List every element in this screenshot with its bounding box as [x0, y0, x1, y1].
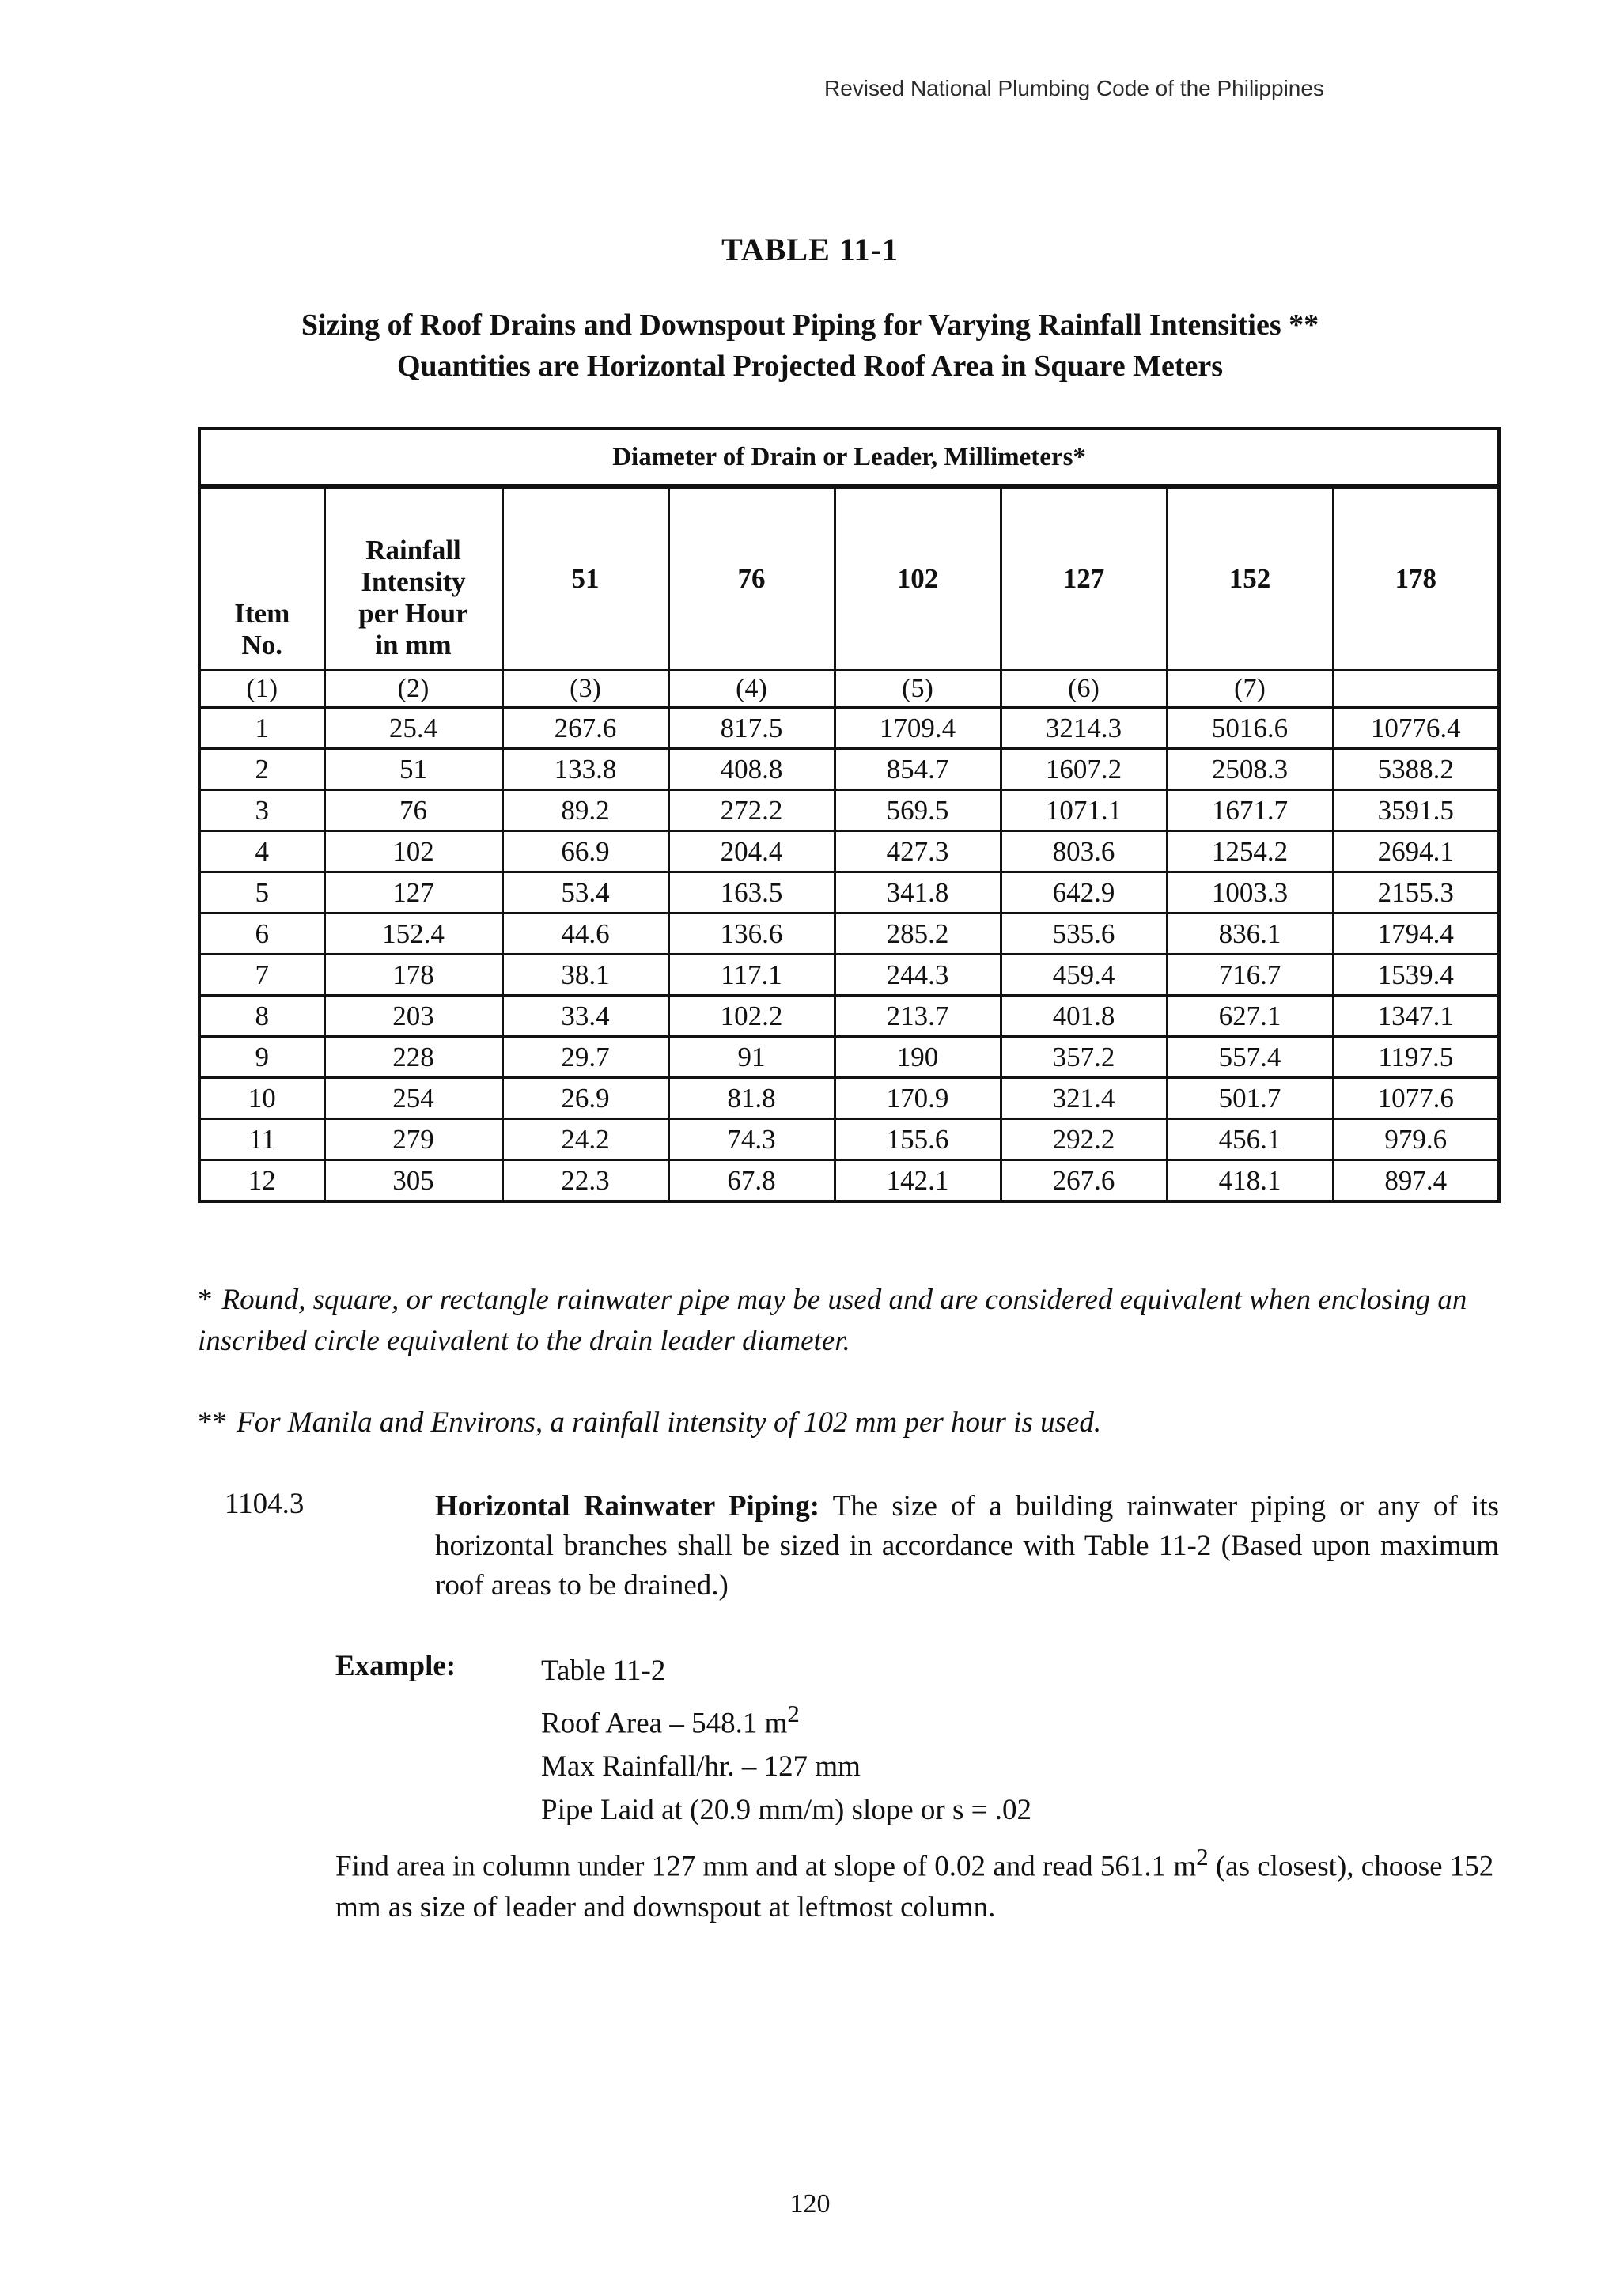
column-number: (7): [1167, 671, 1333, 708]
example-label: Example:: [335, 1650, 456, 1682]
example-line-slope: Pipe Laid at (20.9 mm/m) slope or s = .02: [541, 1794, 1031, 1827]
roof-area-cell: 401.8: [1001, 996, 1167, 1037]
roof-area-cell: 44.6: [502, 913, 668, 955]
roof-area-cell: 2155.3: [1333, 872, 1499, 913]
roof-area-cell: 117.1: [668, 955, 835, 996]
table-title: TABLE 11-1: [721, 232, 899, 267]
span-header-row: [199, 429, 1499, 486]
table-row: [199, 913, 1499, 955]
roof-area-cell: 1709.4: [835, 708, 1001, 749]
table-row: [199, 749, 1499, 790]
rainfall-intensity-cell: 305: [324, 1160, 502, 1202]
diameter-header: 178: [1333, 486, 1499, 671]
roof-area-cell: 267.6: [502, 708, 668, 749]
roof-area-cell: 456.1: [1167, 1119, 1333, 1160]
roof-area-cell: 836.1: [1167, 913, 1333, 955]
roof-area-cell: 89.2: [502, 790, 668, 831]
column-number: (4): [668, 671, 835, 708]
table-subtitle: [0, 304, 1620, 387]
diameter-header: 76: [668, 486, 835, 671]
table-subtitle-line-2: Quantities are Horizontal Projected Roof Area in Square Meters: [396, 350, 1224, 383]
table-row: [199, 1160, 1499, 1202]
roof-area-cell: 408.8: [668, 749, 835, 790]
roof-area-cell: 67.8: [668, 1160, 835, 1202]
roof-area-cell: 5016.6: [1167, 708, 1333, 749]
roof-area-cell: 38.1: [502, 955, 668, 996]
roof-area-cell: 459.4: [1001, 955, 1167, 996]
rainfall-intensity-cell: 279: [324, 1119, 502, 1160]
rainfall-intensity-cell: 102: [324, 831, 502, 872]
example-line-roof-area: Roof Area – 548.1 $m^2$: [541, 1700, 800, 1740]
roof-area-cell: 1197.5: [1333, 1037, 1499, 1078]
roof-area-cell: 190: [835, 1037, 1001, 1078]
roof-area-cell: 81.8: [668, 1078, 835, 1119]
item-number-cell: 5: [199, 872, 324, 913]
roof-area-cell: 1539.4: [1333, 955, 1499, 996]
roof-area-cell: 102.2: [668, 996, 835, 1037]
example-lines: [541, 1649, 1031, 1832]
roof-area-cell: 418.1: [1167, 1160, 1333, 1202]
roof-area-cell: 1347.1: [1333, 996, 1499, 1037]
rainfall-intensity-header: Rainfall Intensity per Hour in mm: [324, 486, 502, 671]
roof-area-cell: 292.2: [1001, 1119, 1167, 1160]
roof-area-cell: 5388.2: [1333, 749, 1499, 790]
roof-area-cell: 22.3: [502, 1160, 668, 1202]
footnote-2-text: For Manila and Environs, a rainfall intensity of 102 mm per hour is used.: [237, 1406, 1102, 1439]
diameter-header: 152: [1167, 486, 1333, 671]
roof-area-cell: 53.4: [502, 872, 668, 913]
item-number-cell: 9: [199, 1037, 324, 1078]
roof-area-cell: 170.9: [835, 1078, 1001, 1119]
roof-area-cell: 1671.7: [1167, 790, 1333, 831]
roof-area-cell: 2508.3: [1167, 749, 1333, 790]
roof-area-cell: 29.7: [502, 1037, 668, 1078]
roof-area-cell: 427.3: [835, 831, 1001, 872]
column-header-row: [199, 486, 1499, 671]
item-number-cell: 11: [199, 1119, 324, 1160]
rainfall-intensity-cell: 51: [324, 749, 502, 790]
roof-area-cell: 285.2: [835, 913, 1001, 955]
roof-area-cell: 357.2: [1001, 1037, 1167, 1078]
footnote-1: [198, 1280, 1511, 1362]
roof-area-cell: 204.4: [668, 831, 835, 872]
roof-area-cell: 74.3: [668, 1119, 835, 1160]
roof-area-cell: 3591.5: [1333, 790, 1499, 831]
section-body-text: The size of a building rainwater piping or any of its horizontal branches shall be sized in accordance with Table 11-2 (Based upon maximum roof areas to be drained.): [435, 1490, 1499, 1602]
column-number: (1): [199, 671, 324, 708]
rainfall-intensity-cell: 127: [324, 872, 502, 913]
page-number: 120: [789, 2189, 831, 2218]
roof-area-cell: 26.9: [502, 1078, 668, 1119]
roof-area-cell: 1607.2: [1001, 749, 1167, 790]
roof-area-cell: 244.3: [835, 955, 1001, 996]
section-number: 1104.3: [225, 1488, 305, 1520]
table-row: [199, 955, 1499, 996]
column-number: (6): [1001, 671, 1167, 708]
roof-area-cell: 133.8: [502, 749, 668, 790]
column-number: (3): [502, 671, 668, 708]
item-number-cell: 1: [199, 708, 324, 749]
table-row: [199, 1078, 1499, 1119]
footnote-1-text: Round, square, or rectangle rainwater pipe may be used and are considered equivalent when enclosing an inscribed circle equivalent to the drain leader diameter.: [198, 1284, 1467, 1357]
roof-area-cell: 642.9: [1001, 872, 1167, 913]
rainfall-intensity-cell: 178: [324, 955, 502, 996]
roof-area-cell: 163.5: [668, 872, 835, 913]
roof-area-cell: 272.2: [668, 790, 835, 831]
item-number-cell: 3: [199, 790, 324, 831]
roof-area-cell: 91: [668, 1037, 835, 1078]
roof-area-cell: 33.4: [502, 996, 668, 1037]
diameter-header: 51: [502, 486, 668, 671]
rainfall-intensity-cell: 228: [324, 1037, 502, 1078]
footnote-2: [198, 1402, 1511, 1443]
diameter-header: 127: [1001, 486, 1167, 671]
roof-area-cell: 267.6: [1001, 1160, 1167, 1202]
footnote-2-mark: **: [198, 1406, 227, 1439]
roof-area-cell: 557.4: [1167, 1037, 1333, 1078]
table-row: [199, 996, 1499, 1037]
example-line-rainfall: Max Rainfall/hr. – 127 mm: [541, 1750, 861, 1783]
item-number-cell: 6: [199, 913, 324, 955]
item-number-cell: 10: [199, 1078, 324, 1119]
item-number-cell: 8: [199, 996, 324, 1037]
column-number: (5): [835, 671, 1001, 708]
roof-area-cell: 24.2: [502, 1119, 668, 1160]
table-subtitle-line-1: Sizing of Roof Drains and Downspout Piping for Varying Rainfall Intensities **: [301, 308, 1319, 342]
roof-area-cell: 501.7: [1167, 1078, 1333, 1119]
table-row: [199, 1037, 1499, 1078]
item-no-header: Item No.: [199, 486, 324, 671]
item-number-cell: 2: [199, 749, 324, 790]
roof-area-cell: 136.6: [668, 913, 835, 955]
item-number-cell: 7: [199, 955, 324, 996]
table-row: [199, 708, 1499, 749]
roof-area-cell: 1794.4: [1333, 913, 1499, 955]
roof-area-cell: 817.5: [668, 708, 835, 749]
footnote-1-mark: *: [198, 1284, 213, 1316]
roof-area-cell: 854.7: [835, 749, 1001, 790]
diameter-span-header: Diameter of Drain or Leader, Millimeters*: [199, 429, 1499, 486]
example-line-table: Table 11-2: [541, 1655, 666, 1687]
table-row: [199, 790, 1499, 831]
rainfall-intensity-cell: 203: [324, 996, 502, 1037]
roof-drain-sizing-table: [198, 427, 1501, 1203]
rainfall-intensity-cell: 25.4: [324, 708, 502, 749]
roof-area-cell: 142.1: [835, 1160, 1001, 1202]
running-header: Revised National Plumbing Code of the Philippines: [824, 76, 1324, 100]
roof-area-cell: 10776.4: [1333, 708, 1499, 749]
table-row: [199, 872, 1499, 913]
roof-area-cell: 627.1: [1167, 996, 1333, 1037]
column-number: (2): [324, 671, 502, 708]
roof-area-cell: 341.8: [835, 872, 1001, 913]
rainfall-intensity-cell: 76: [324, 790, 502, 831]
diameter-header: 102: [835, 486, 1001, 671]
roof-area-cell: 897.4: [1333, 1160, 1499, 1202]
item-number-cell: 12: [199, 1160, 324, 1202]
roof-area-cell: 535.6: [1001, 913, 1167, 955]
table-body: [199, 708, 1499, 1202]
find-paragraph: Find area in column under 127 mm and at slope of 0.02 and read 561.1 $m^2$ (as closest), choose 152 mm as size of leader and downspout at leftmost column.: [335, 1844, 1494, 1924]
roof-area-cell: 2694.1: [1333, 831, 1499, 872]
roof-area-cell: 1254.2: [1167, 831, 1333, 872]
roof-area-cell: 716.7: [1167, 955, 1333, 996]
column-number-row: [199, 671, 1499, 708]
section-paragraph: [435, 1487, 1499, 1606]
table-row: [199, 1119, 1499, 1160]
roof-area-cell: 3214.3: [1001, 708, 1167, 749]
roof-area-cell: 569.5: [835, 790, 1001, 831]
roof-area-cell: 979.6: [1333, 1119, 1499, 1160]
roof-area-cell: 155.6: [835, 1119, 1001, 1160]
roof-area-cell: 321.4: [1001, 1078, 1167, 1119]
roof-area-cell: 1003.3: [1167, 872, 1333, 913]
table-row: [199, 831, 1499, 872]
roof-area-cell: 66.9: [502, 831, 668, 872]
roof-area-cell: 213.7: [835, 996, 1001, 1037]
section-heading: Horizontal Rainwater Piping:: [435, 1490, 820, 1522]
roof-area-cell: 1077.6: [1333, 1078, 1499, 1119]
roof-area-cell: 803.6: [1001, 831, 1167, 872]
roof-area-cell: 1071.1: [1001, 790, 1167, 831]
rainfall-intensity-cell: 152.4: [324, 913, 502, 955]
item-number-cell: 4: [199, 831, 324, 872]
rainfall-intensity-cell: 254: [324, 1078, 502, 1119]
